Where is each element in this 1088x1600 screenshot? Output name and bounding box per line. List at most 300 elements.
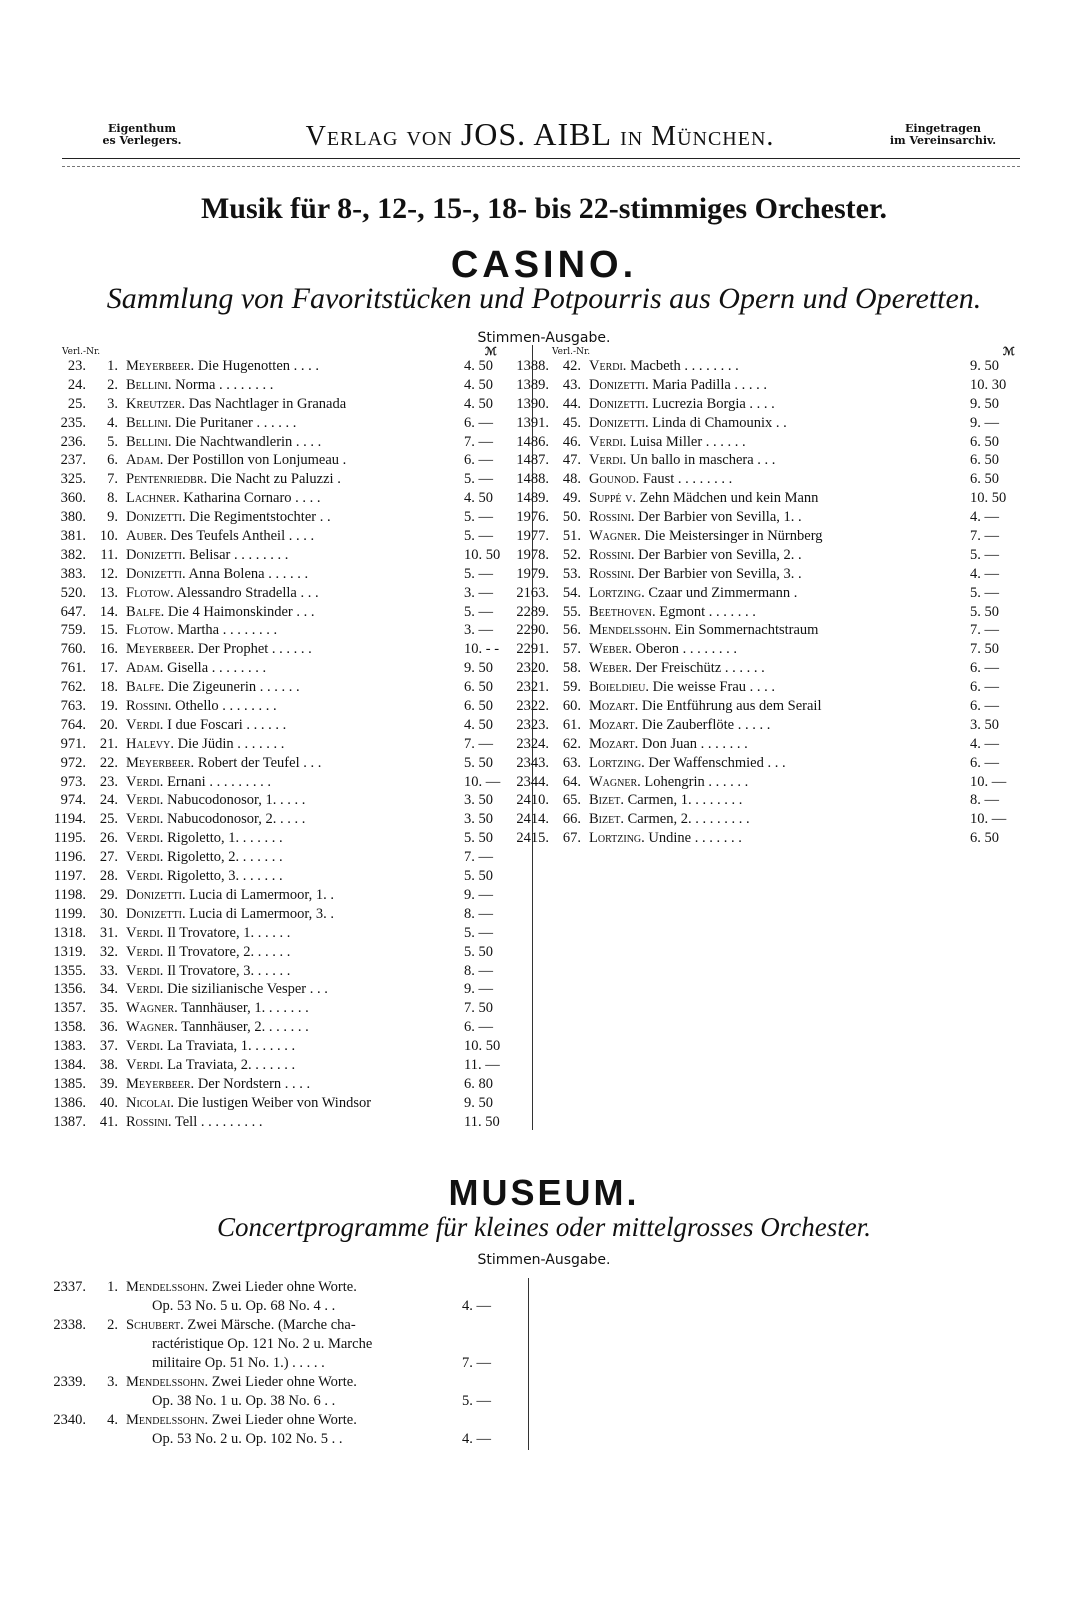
catalog-entry xyxy=(42,924,514,943)
price-value: 4. 50 xyxy=(464,376,493,393)
publisher-number: 1390. xyxy=(516,395,549,412)
work-title: Die sizilianische Vesper . . . xyxy=(167,981,328,998)
work-title: Zwei Lieder ohne Worte. xyxy=(211,1374,357,1390)
entry-number: 12. xyxy=(99,565,118,582)
publisher-name: JOS. AIBL xyxy=(460,116,613,152)
composer-name: Donizetti. xyxy=(126,509,186,526)
work-title: Die Puritaner . . . . . . xyxy=(175,414,297,431)
catalog-entry xyxy=(505,489,1020,508)
publisher-number: 1487. xyxy=(516,452,549,469)
catalog-entry xyxy=(42,848,514,867)
catalog-entry xyxy=(42,754,514,773)
catalog-entry xyxy=(505,508,1020,527)
entry-number: 4. xyxy=(107,1412,118,1428)
work-title: Der Postillon von Lonjumeau . xyxy=(167,452,347,469)
composer-name: Flotow. xyxy=(126,622,174,639)
publisher-number: 1356. xyxy=(53,981,86,998)
work-title: Il Trovatore, 1. . . . . . xyxy=(167,924,291,941)
catalog-entry xyxy=(505,735,1020,754)
price-value: 3. — xyxy=(464,622,493,639)
work-title: Tannhäuser, 1. . . . . . . xyxy=(181,1000,309,1017)
composer-name: Donizetti. xyxy=(589,414,649,431)
price-value: 5. — xyxy=(970,546,999,563)
work-title: Nabucodonosor, 1. . . . . xyxy=(167,792,306,809)
entry-text xyxy=(126,1056,481,1075)
publisher-number: 1196. xyxy=(53,849,86,866)
work-title: Il Trovatore, 2. . . . . . xyxy=(167,943,291,960)
publisher-number: 762. xyxy=(60,679,86,696)
catalog-entry xyxy=(42,716,514,735)
catalog-entry xyxy=(42,735,514,754)
entry-text xyxy=(126,565,481,584)
entry-number: 14. xyxy=(99,603,118,620)
entry-number: 47. xyxy=(562,452,581,469)
publisher-number: 1358. xyxy=(53,1019,86,1036)
price-value: 6. 50 xyxy=(970,471,999,488)
entry-text xyxy=(589,603,964,622)
composer-name: Verdi. xyxy=(126,811,164,828)
entry-first-line xyxy=(126,1278,616,1297)
entry-text xyxy=(126,1037,481,1056)
entry-number: 6. xyxy=(107,452,118,469)
composer-name: Adam. xyxy=(126,660,164,677)
composer-name: Mozart. xyxy=(589,698,639,715)
work-title: Ernani . . . . . . . . . xyxy=(167,773,271,790)
entry-text xyxy=(126,659,481,678)
work-title: Der Waffenschmied . . . xyxy=(648,754,786,771)
price-value: 6. — xyxy=(970,660,999,677)
composer-name: Adam. xyxy=(126,452,164,469)
registration-line-1: Eingetragen xyxy=(905,122,981,135)
catalog-entry xyxy=(42,376,514,395)
price-value: 10. - - xyxy=(464,641,500,658)
entry-number: 63. xyxy=(562,754,581,771)
publisher-number: 1391. xyxy=(516,414,549,431)
entry-text xyxy=(126,980,481,999)
catalog-entry xyxy=(42,962,514,981)
price-value: 3. — xyxy=(464,584,493,601)
catalog-entry xyxy=(505,376,1020,395)
entry-text xyxy=(126,603,481,622)
work-title: Zwei Märsche. (Marche cha- xyxy=(187,1317,356,1333)
catalog-entry xyxy=(505,716,1020,735)
right-col-verl-label: Verl.-Nr. xyxy=(552,347,591,357)
price-value: 5. — xyxy=(464,603,493,620)
publisher-number: 1383. xyxy=(53,1038,86,1055)
publisher-number: 1384. xyxy=(53,1056,86,1073)
work-title: La Traviata, 2. . . . . . . xyxy=(167,1056,296,1073)
composer-name: Meyerbeer. xyxy=(126,641,195,658)
composer-name: Verdi. xyxy=(126,962,164,979)
composer-name: Verdi. xyxy=(589,452,627,469)
publisher-number: 1976. xyxy=(516,509,549,526)
work-title: Der Nordstern . . . . xyxy=(197,1075,311,1092)
entry-text xyxy=(589,470,964,489)
price-value: 5. 50 xyxy=(464,754,493,771)
entry-number: 13. xyxy=(99,584,118,601)
catalog-entry xyxy=(505,451,1020,470)
catalog-entry xyxy=(505,829,1020,848)
entry-text xyxy=(126,716,481,735)
work-title: Tannhäuser, 2. . . . . . . xyxy=(181,1019,309,1036)
entry-number: 8. xyxy=(107,490,118,507)
price-value: 4. — xyxy=(462,1431,491,1447)
publisher-number: 2324. xyxy=(516,735,549,752)
price-value: 7. — xyxy=(970,622,999,639)
entry-text xyxy=(589,773,964,792)
work-title: Il Trovatore, 3. . . . . . xyxy=(167,962,291,979)
price-value: 4. — xyxy=(970,735,999,752)
entry-number: 21. xyxy=(99,735,118,752)
catalog-entry xyxy=(42,829,514,848)
entry-text xyxy=(589,451,964,470)
composer-name: Verdi. xyxy=(126,849,164,866)
price-value: 6. 80 xyxy=(464,1075,493,1092)
publisher-number: 2343. xyxy=(516,754,549,771)
catalog-entry xyxy=(505,414,1020,433)
price-value: 9. — xyxy=(970,414,999,431)
entry-text xyxy=(589,735,964,754)
composer-name: Verdi. xyxy=(126,868,164,885)
price-value: 8. — xyxy=(464,905,493,922)
composer-name: Rossini. xyxy=(589,565,635,582)
entry-text xyxy=(126,678,481,697)
entry-text xyxy=(126,451,481,470)
price-value: 6. 50 xyxy=(970,433,999,450)
entry-number: 38. xyxy=(99,1056,118,1073)
work-title: Der Barbier von Sevilla, 3. . xyxy=(638,565,802,582)
work-title: Oberon . . . . . . . . xyxy=(635,641,737,658)
publisher-number: 360. xyxy=(60,490,86,507)
entry-number: 64. xyxy=(562,773,581,790)
catalog-entry xyxy=(505,640,1020,659)
entry-text xyxy=(126,905,481,924)
entry-text xyxy=(589,791,964,810)
composer-name: Nicolai. xyxy=(126,1094,174,1111)
publisher-number: 1357. xyxy=(53,1000,86,1017)
publisher-number: 647. xyxy=(60,603,86,620)
publisher-number: 974. xyxy=(60,792,86,809)
entry-number: 4. xyxy=(107,414,118,431)
entry-number: 24. xyxy=(99,792,118,809)
catalog-entry xyxy=(42,1094,514,1113)
entry-number: 33. xyxy=(99,962,118,979)
catalog-entry xyxy=(42,1056,514,1075)
publisher-number: 237. xyxy=(60,452,86,469)
catalog-entry xyxy=(505,395,1020,414)
composer-name: Schubert. xyxy=(126,1317,184,1333)
composer-name: Weber. xyxy=(589,660,632,677)
ownership-line-1: Eigenthum xyxy=(108,122,176,135)
entry-number: 61. xyxy=(562,716,581,733)
entry-number: 27. xyxy=(99,849,118,866)
entry-text xyxy=(589,678,964,697)
ownership-line-2: es Verlegers. xyxy=(102,134,182,147)
entry-text xyxy=(126,924,481,943)
composer-name: Mozart. xyxy=(589,716,639,733)
price-value: 8. — xyxy=(970,792,999,809)
publisher-number: 2163. xyxy=(516,584,549,601)
composer-name: Bellini. xyxy=(126,376,172,393)
publisher-number: 1319. xyxy=(53,943,86,960)
composer-name: Lortzing. xyxy=(589,584,645,601)
publisher-number: 2410. xyxy=(516,792,549,809)
publisher-number: 1194. xyxy=(53,811,86,828)
price-value: 4. — xyxy=(462,1298,491,1314)
entry-number: 19. xyxy=(99,698,118,715)
entry-text xyxy=(589,565,964,584)
publisher-number: 971. xyxy=(60,735,86,752)
catalog-entry xyxy=(505,546,1020,565)
entry-text xyxy=(589,357,964,376)
entry-text xyxy=(589,810,964,829)
catalog-entry xyxy=(505,527,1020,546)
entry-number: 5. xyxy=(107,433,118,450)
work-title: Die Nachtwandlerin . . . . xyxy=(175,433,322,450)
publisher-number: 763. xyxy=(60,698,86,715)
publisher-number: 2320. xyxy=(516,660,549,677)
price-value: 7. 50 xyxy=(970,641,999,658)
composer-name: Bellini. xyxy=(126,433,172,450)
composer-name: Balfe. xyxy=(126,679,165,696)
price-value: 7. — xyxy=(462,1355,491,1371)
catalog-entry xyxy=(42,867,514,886)
entry-text xyxy=(589,659,964,678)
casino-list-right xyxy=(505,357,1020,848)
work-title: Lucia di Lamermoor, 3. . xyxy=(189,905,335,922)
composer-name: Lortzing. xyxy=(589,754,645,771)
price-value: 6. — xyxy=(970,698,999,715)
entry-text xyxy=(126,943,481,962)
entry-text xyxy=(589,546,964,565)
price-value: 9. 50 xyxy=(464,660,493,677)
catalog-entry xyxy=(42,451,514,470)
catalog-entry xyxy=(42,357,514,376)
catalog-entry xyxy=(42,980,514,999)
work-title: Der Barbier von Sevilla, 2. . xyxy=(638,546,802,563)
publisher-number: 1979. xyxy=(516,565,549,582)
entry-text xyxy=(589,527,964,546)
entry-number: 26. xyxy=(99,830,118,847)
entry-number: 20. xyxy=(99,716,118,733)
work-title: Die Jüdin . . . . . . . xyxy=(177,735,285,752)
entry-number: 34. xyxy=(99,981,118,998)
catalog-entry xyxy=(505,357,1020,376)
publisher-number: 1489. xyxy=(516,490,549,507)
catalog-entry xyxy=(42,546,514,565)
catalog-entry xyxy=(42,1018,514,1037)
entry-number: 49. xyxy=(562,490,581,507)
work-title: Katharina Cornaro . . . . xyxy=(183,490,321,507)
price-value: 5. 50 xyxy=(464,943,493,960)
entry-text xyxy=(126,1075,481,1094)
price-value: 5. — xyxy=(464,528,493,545)
catalog-entry xyxy=(505,584,1020,603)
work-title: Zehn Mädchen und kein Mann xyxy=(639,490,819,507)
work-title: Lucrezia Borgia . . . . xyxy=(652,395,775,412)
entry-number: 51. xyxy=(562,528,581,545)
catalog-entry xyxy=(42,433,514,452)
entry-number: 35. xyxy=(99,1000,118,1017)
price-value: 10. — xyxy=(970,773,1007,790)
composer-name: Boieldieu. xyxy=(589,679,649,696)
composer-name: Lortzing. xyxy=(589,830,645,847)
publisher-number: 972. xyxy=(60,754,86,771)
publisher-number: 2322. xyxy=(516,698,549,715)
publisher-number: 24. xyxy=(67,376,86,393)
casino-subtitle: Sammlung von Favoritstücken und Potpourris aus Opern und Operetten. xyxy=(106,282,982,315)
composer-name: Verdi. xyxy=(126,1056,164,1073)
publisher-number: 25. xyxy=(67,395,86,412)
work-title: Rigoletto, 2. . . . . . . xyxy=(167,849,283,866)
composer-name: Pentenriedbr. xyxy=(126,471,208,488)
entry-number: 62. xyxy=(562,735,581,752)
entry-number: 17. xyxy=(99,660,118,677)
composer-name: Wagner. xyxy=(589,528,641,545)
entry-text xyxy=(126,1113,481,1132)
entry-continuation xyxy=(152,1354,642,1373)
entry-number: 25. xyxy=(99,811,118,828)
publisher-number: 23. xyxy=(67,358,86,374)
price-value: 11. 50 xyxy=(464,1113,500,1130)
price-value: 4. 50 xyxy=(464,716,493,733)
entry-text xyxy=(589,716,964,735)
price-value: 7. — xyxy=(464,735,493,752)
composer-name: Flotow. xyxy=(126,584,174,601)
entry-text xyxy=(126,867,481,886)
composer-name: Mendelssohn. xyxy=(126,1279,209,1295)
museum-subtitle: Concertprogramme für kleines oder mittelgrosses Orchester. xyxy=(217,1212,871,1242)
price-value: 6. — xyxy=(464,452,493,469)
work-title: Norma . . . . . . . . xyxy=(175,376,274,393)
entry-number: 30. xyxy=(99,905,118,922)
work-title: Faust . . . . . . . . xyxy=(642,471,733,488)
composer-name: Balfe. xyxy=(126,603,165,620)
publisher-number: 1355. xyxy=(53,962,86,979)
price-value: 9. 50 xyxy=(970,358,999,374)
work-title: Die Zauberflöte . . . . . xyxy=(641,716,771,733)
entry-text xyxy=(589,621,964,640)
entry-number: 22. xyxy=(99,754,118,771)
publisher-number: 1385. xyxy=(53,1075,86,1092)
composer-name: Meyerbeer. xyxy=(126,1075,195,1092)
price-value: 5. 50 xyxy=(464,868,493,885)
entry-text xyxy=(589,754,964,773)
publisher-number: 2323. xyxy=(516,716,549,733)
entry-text xyxy=(126,1018,481,1037)
publisher-number: 760. xyxy=(60,641,86,658)
entry-number: 56. xyxy=(562,622,581,639)
casino-list-left xyxy=(42,357,514,1132)
catalog-entry xyxy=(42,905,514,924)
entry-number: 16. xyxy=(99,641,118,658)
composer-name: Halevy. xyxy=(126,735,174,752)
publisher-number: 2337. xyxy=(53,1279,86,1295)
work-title: Ein Sommernachtstraum xyxy=(674,622,819,639)
price-value: 4. 50 xyxy=(464,358,493,374)
registration-line-2: im Vereinsarchiv. xyxy=(889,134,997,147)
publisher-number: 2289. xyxy=(516,603,549,620)
publisher-number: 235. xyxy=(60,414,86,431)
publisher-number: 764. xyxy=(60,716,86,733)
work-title: Czaar und Zimmermann . xyxy=(648,584,798,601)
price-value: 6. — xyxy=(970,754,999,771)
entry-text xyxy=(126,735,481,754)
work-title: Die Meistersinger in Nürnberg xyxy=(644,528,823,545)
publisher-number: 1199. xyxy=(53,905,86,922)
work-title: Anna Bolena . . . . . . xyxy=(188,565,309,582)
price-value: 6. — xyxy=(464,414,493,431)
entry-number: 31. xyxy=(99,924,118,941)
price-value: 10. 50 xyxy=(970,490,1007,507)
work-title-continued: ractéristique Op. 121 No. 2 u. Marche xyxy=(152,1336,373,1352)
catalog-entry xyxy=(42,678,514,697)
publisher-number: 383. xyxy=(60,565,86,582)
museum-edition-label: Stimmen-Ausgabe. xyxy=(477,1252,611,1268)
entry-text xyxy=(126,1094,481,1113)
catalog-entry xyxy=(42,565,514,584)
price-value: 10. — xyxy=(970,811,1007,828)
price-value: 9. 50 xyxy=(464,1094,493,1111)
entry-number: 44. xyxy=(562,395,581,412)
entry-number: 45. xyxy=(562,414,581,431)
entry-number: 52. xyxy=(562,546,581,563)
publisher-number: 2290. xyxy=(516,622,549,639)
museum-entry xyxy=(42,1373,532,1411)
work-title: Zwei Lieder ohne Worte. xyxy=(211,1279,357,1295)
work-title: I due Foscari . . . . . . xyxy=(167,716,287,733)
publisher-number: 1387. xyxy=(53,1113,86,1130)
entry-text xyxy=(126,754,481,773)
entry-text xyxy=(126,848,481,867)
work-title: Zwei Lieder ohne Worte. xyxy=(211,1412,357,1428)
catalog-entry xyxy=(42,1113,514,1132)
work-title: Lohengrin . . . . . . xyxy=(644,773,749,790)
entry-first-line xyxy=(126,1411,616,1430)
catalog-entry xyxy=(505,697,1020,716)
entry-number: 11. xyxy=(100,546,118,563)
composer-name: Verdi. xyxy=(126,1038,164,1055)
publisher-number: 2340. xyxy=(53,1412,86,1428)
catalog-entry xyxy=(42,603,514,622)
entry-text xyxy=(126,376,481,395)
entry-number: 15. xyxy=(99,622,118,639)
work-title: Belisar . . . . . . . . xyxy=(189,546,289,563)
entry-number: 58. xyxy=(562,660,581,677)
composer-name: Donizetti. xyxy=(589,376,649,393)
catalog-entry xyxy=(42,414,514,433)
entry-continuation xyxy=(152,1392,642,1411)
price-value: 5. — xyxy=(464,471,493,488)
catalog-entry xyxy=(42,508,514,527)
work-title-continued: militaire Op. 51 No. 1.) . . . . . xyxy=(152,1355,325,1371)
entry-number: 3. xyxy=(107,1374,118,1390)
entry-text xyxy=(589,414,964,433)
entry-first-line xyxy=(126,1373,616,1392)
entry-number: 2. xyxy=(107,376,118,393)
catalog-entry xyxy=(505,621,1020,640)
catalog-entry xyxy=(505,791,1020,810)
entry-continuation xyxy=(152,1335,642,1354)
catalog-entry xyxy=(42,697,514,716)
work-title: Die Hugenotten . . . . xyxy=(197,358,320,374)
entry-text xyxy=(126,470,481,489)
price-value: 6. 50 xyxy=(970,830,999,847)
entry-text xyxy=(126,527,481,546)
entry-text xyxy=(126,621,481,640)
entry-text xyxy=(126,433,481,452)
composer-name: Rossini. xyxy=(126,1113,172,1130)
